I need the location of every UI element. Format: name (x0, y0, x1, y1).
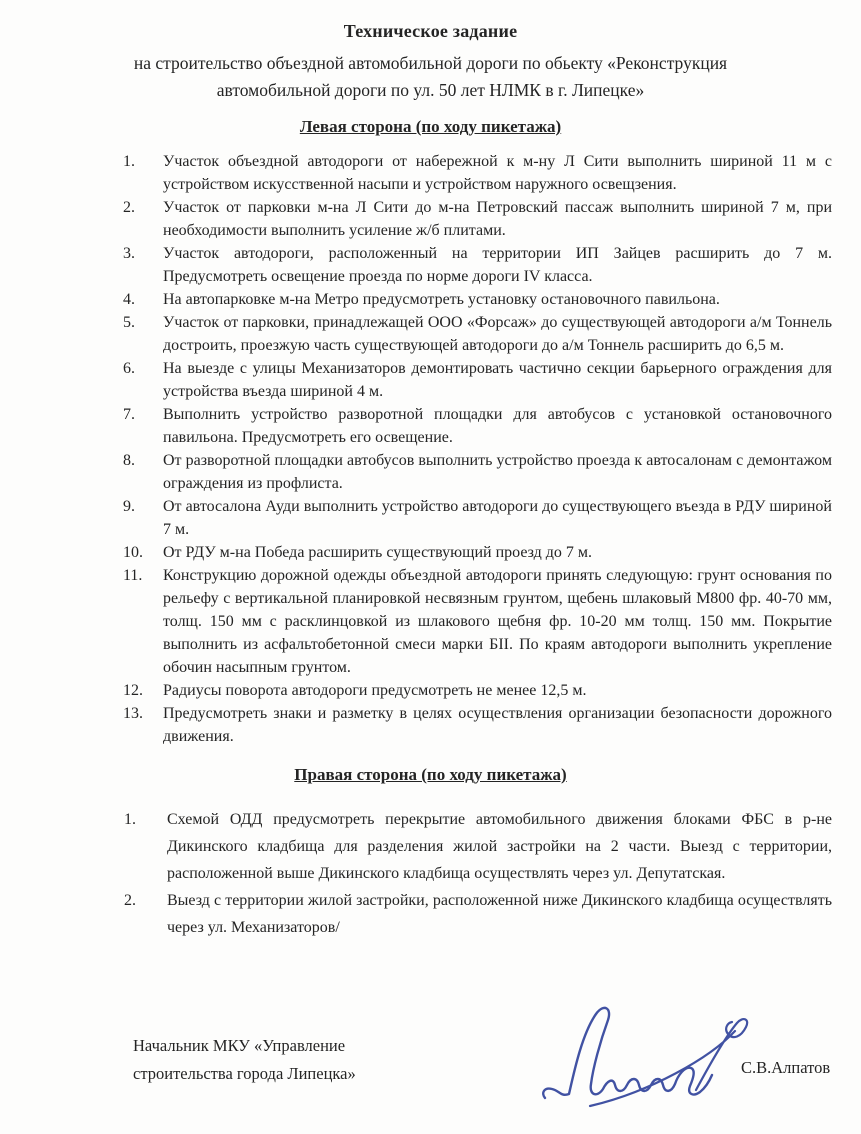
signatory-role-line-2: строительства города Липецка» (133, 1064, 356, 1083)
list-item: Участок автодороги, расположенный на территории ИП Зайцев расширить до 7 м. Предусмотреть освещение проезда по норме дороги IV класса. (163, 245, 832, 285)
list-item: От автосалона Ауди выполнить устройство автодороги до существующего въезда в РДУ шириной 7 м. (163, 498, 832, 538)
list-item: На автопарковке м-на Метро предусмотреть установку остановочного павильона. (163, 291, 720, 308)
signature-stroke-main (543, 1008, 712, 1098)
list-item: Участок объездной автодороги от набережной к м-ну Л Сити выполнить шириной 11 м с устройством искусственной насыпи и устройством наружного освещзения. (163, 153, 832, 193)
subtitle-line-2: автомобильной дороги по ул. 50 лет НЛМК в г. Липецке» (216, 80, 645, 100)
left-side-list (163, 150, 832, 748)
list-item: Радиусы поворота автодороги предусмотреть не менее 12,5 м. (163, 682, 587, 699)
document-title: Техническое задание (343, 21, 518, 41)
signatory-name: С.В.Алпатов (741, 1058, 831, 1077)
signatory-role (133, 1032, 356, 1088)
list-item: Участок от парковки, принадлежащей ООО «Форсаж» до существующей автодороги а/м Тоннель достроить, проезжую часть существующей автодороги до а/м Тоннель расширить до 6,5 м. (163, 314, 832, 354)
list-item: Выезд с территории жилой застройки, расположенной ниже Дикинского кладбища осуществлять через ул. Механизаторов/ (167, 892, 832, 936)
subtitle-line-1: на строительство объездной автомобильной дороги по обьекту «Реконструкция (133, 53, 728, 73)
signatory-role-line-1: Начальник МКУ «Управление (133, 1036, 346, 1055)
list-item: Выполнить устройство разворотной площадки для автобусов с установкой остановочного павильона. Предусмотреть его освещение. (163, 406, 832, 446)
document-subtitle (0, 50, 861, 104)
list-item: На выезде с улицы Механизаторов демонтировать частично секции барьерного ограждения для устройства въезда шириной 4 м. (163, 360, 832, 400)
list-item: Предусмотреть знаки и разметку в целях осуществления организации безопасности дорожного движения. (163, 705, 832, 745)
right-side-list (167, 806, 832, 941)
section-heading-left-side: Левая сторона (по ходу пикетажа) (299, 117, 562, 136)
list-item: Участок от парковки м-на Л Сити до м-на Петровский пассаж выполнить шириной 7 м, при необходимости выполнить усиление ж/б плитами. (163, 199, 832, 239)
list-item: Схемой ОДД предусмотреть перекрытие автомобильного движения блоками ФБС в р-не Дикинского кладбища для разделения жилой застройки на 2 части. Выезд с территории, расположенной выше Дикинского кладбища осуществлять через ул. Депутатская. (167, 811, 832, 882)
list-item: От РДУ м-на Победа расширить существующий проезд до 7 м. (163, 544, 593, 561)
list-item: Конструкцию дорожной одежды объездной автодороги принять следующую: грунт основания по рельефу с вертикальной планировкой несвязным грунтом, щебень шлаковый М800 фр. 40-70 мм, толщ. 150 мм с расклинцовкой из шлакового щебня фр. 10-20 мм толщ. 150 мм. Покрытие выполнить из асфальтобетонной смеси марки БII. По краям автодороги выполнить укрепление обочин насыпным грунтом. (163, 567, 832, 676)
section-heading-right-side: Правая сторона (по ходу пикетажа) (294, 765, 567, 784)
signature-stroke-flourish (590, 1019, 747, 1106)
list-item: От разворотной площадки автобусов выполнить устройство проезда к автосалонам с демонтажом ограждения из профлиста. (163, 452, 832, 492)
